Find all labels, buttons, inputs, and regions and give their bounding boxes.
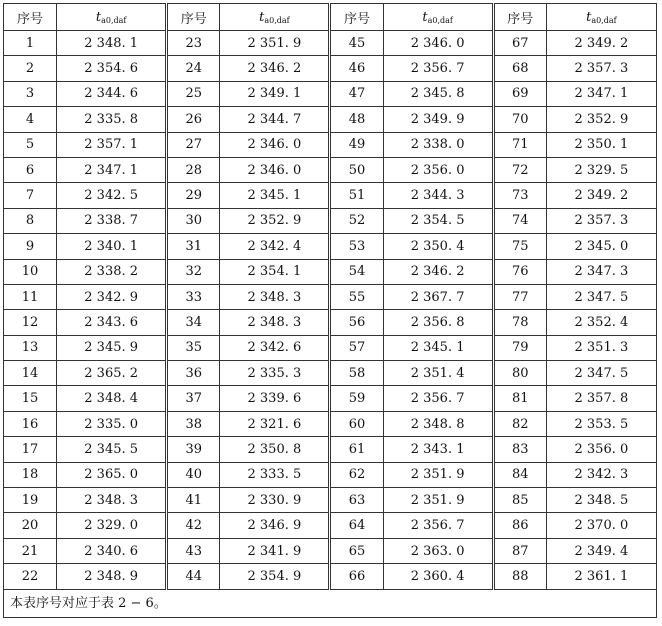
index-cell: 26 (167, 107, 220, 132)
index-cell: 75 (493, 234, 546, 259)
value-cell: 2 353. 5 (546, 411, 656, 436)
table-row (4, 538, 657, 563)
table-row (4, 157, 657, 182)
value-cell: 2 329. 5 (546, 157, 656, 182)
index-cell: 77 (493, 284, 546, 309)
index-cell: 85 (493, 488, 546, 513)
table-row (4, 386, 657, 411)
value-cell: 2 370. 0 (546, 513, 656, 538)
index-cell: 35 (167, 335, 220, 360)
header-index-3: 序号 (330, 4, 383, 31)
index-cell: 5 (4, 132, 57, 157)
index-cell: 50 (330, 157, 383, 182)
value-cell: 2 351. 3 (546, 335, 656, 360)
index-cell: 64 (330, 513, 383, 538)
value-cell: 2 352. 4 (546, 310, 656, 335)
value-cell: 2 356. 0 (383, 157, 493, 182)
table-row (4, 411, 657, 436)
index-cell: 37 (167, 386, 220, 411)
value-cell: 2 367. 7 (383, 284, 493, 309)
value-cell: 2 345. 8 (383, 81, 493, 106)
value-cell: 2 346. 2 (220, 56, 330, 81)
index-cell: 38 (167, 411, 220, 436)
value-cell: 2 356. 8 (383, 310, 493, 335)
value-cell: 2 348. 8 (383, 411, 493, 436)
index-cell: 28 (167, 157, 220, 182)
table-row (4, 208, 657, 233)
value-cell: 2 347. 1 (57, 157, 167, 182)
value-cell: 2 345. 0 (546, 234, 656, 259)
index-cell: 1 (4, 31, 57, 56)
value-cell: 2 347. 5 (546, 284, 656, 309)
index-cell: 83 (493, 437, 546, 462)
index-cell: 88 (493, 564, 546, 589)
value-cell: 2 348. 3 (220, 284, 330, 309)
index-cell: 32 (167, 259, 220, 284)
value-cell: 2 344. 6 (57, 81, 167, 106)
table-row (4, 564, 657, 589)
value-symbol: t (586, 9, 592, 25)
index-cell: 16 (4, 411, 57, 436)
index-cell: 52 (330, 208, 383, 233)
value-cell: 2 338. 0 (383, 132, 493, 157)
value-cell: 2 356. 0 (546, 437, 656, 462)
value-cell: 2 344. 3 (383, 183, 493, 208)
value-cell: 2 340. 6 (57, 538, 167, 563)
index-cell: 45 (330, 31, 383, 56)
value-cell: 2 342. 9 (57, 284, 167, 309)
value-cell: 2 344. 7 (220, 107, 330, 132)
index-cell: 68 (493, 56, 546, 81)
value-cell: 2 348. 1 (57, 31, 167, 56)
index-cell: 20 (4, 513, 57, 538)
index-cell: 25 (167, 81, 220, 106)
value-cell: 2 338. 7 (57, 208, 167, 233)
index-cell: 23 (167, 31, 220, 56)
value-subscript: a0,daf (101, 15, 127, 25)
value-cell: 2 361. 1 (546, 564, 656, 589)
index-cell: 79 (493, 335, 546, 360)
index-cell: 84 (493, 462, 546, 487)
index-cell: 74 (493, 208, 546, 233)
value-cell: 2 350. 8 (220, 437, 330, 462)
index-cell: 21 (4, 538, 57, 563)
table-row (4, 107, 657, 132)
value-cell: 2 350. 4 (383, 234, 493, 259)
index-cell: 39 (167, 437, 220, 462)
header-index-2: 序号 (167, 4, 220, 31)
value-cell: 2 354. 5 (383, 208, 493, 233)
value-cell: 2 338. 2 (57, 259, 167, 284)
header-value-3 (383, 4, 493, 31)
index-cell: 53 (330, 234, 383, 259)
value-cell: 2 345. 9 (57, 335, 167, 360)
table-row (4, 488, 657, 513)
value-cell: 2 335. 8 (57, 107, 167, 132)
value-cell: 2 350. 1 (546, 132, 656, 157)
value-cell: 2 342. 5 (57, 183, 167, 208)
value-cell: 2 352. 9 (546, 107, 656, 132)
value-cell: 2 345. 5 (57, 437, 167, 462)
value-cell: 2 348. 3 (220, 310, 330, 335)
value-subscript: a0,daf (264, 15, 290, 25)
index-cell: 43 (167, 538, 220, 563)
index-cell: 66 (330, 564, 383, 589)
index-cell: 6 (4, 157, 57, 182)
table-row (4, 31, 657, 56)
value-cell: 2 357. 8 (546, 386, 656, 411)
index-cell: 31 (167, 234, 220, 259)
index-cell: 63 (330, 488, 383, 513)
table-row (4, 183, 657, 208)
index-cell: 41 (167, 488, 220, 513)
value-subscript: a0,daf (591, 15, 617, 25)
index-cell: 48 (330, 107, 383, 132)
header-index-1: 序号 (4, 4, 57, 31)
table-row (4, 335, 657, 360)
value-cell: 2 365. 2 (57, 361, 167, 386)
index-cell: 2 (4, 56, 57, 81)
index-cell: 65 (330, 538, 383, 563)
index-cell: 40 (167, 462, 220, 487)
index-cell: 18 (4, 462, 57, 487)
value-cell: 2 342. 6 (220, 335, 330, 360)
value-cell: 2 345. 1 (220, 183, 330, 208)
value-cell: 2 354. 6 (57, 56, 167, 81)
value-cell: 2 341. 9 (220, 538, 330, 563)
value-cell: 2 321. 6 (220, 411, 330, 436)
value-cell: 2 343. 1 (383, 437, 493, 462)
header-value-2 (220, 4, 330, 31)
index-cell: 51 (330, 183, 383, 208)
index-cell: 9 (4, 234, 57, 259)
index-cell: 30 (167, 208, 220, 233)
index-cell: 36 (167, 361, 220, 386)
table-row (4, 462, 657, 487)
index-cell: 56 (330, 310, 383, 335)
index-cell: 44 (167, 564, 220, 589)
value-cell: 2 345. 1 (383, 335, 493, 360)
value-cell: 2 347. 3 (546, 259, 656, 284)
value-cell: 2 351. 9 (383, 488, 493, 513)
table-row (4, 259, 657, 284)
index-cell: 29 (167, 183, 220, 208)
index-cell: 13 (4, 335, 57, 360)
value-cell: 2 347. 5 (546, 361, 656, 386)
index-cell: 27 (167, 132, 220, 157)
index-cell: 73 (493, 183, 546, 208)
index-cell: 76 (493, 259, 546, 284)
value-cell: 2 354. 9 (220, 564, 330, 589)
index-cell: 33 (167, 284, 220, 309)
table-row (4, 132, 657, 157)
table-body (4, 31, 657, 590)
value-cell: 2 349. 4 (546, 538, 656, 563)
index-cell: 34 (167, 310, 220, 335)
index-cell: 12 (4, 310, 57, 335)
value-cell: 2 346. 9 (220, 513, 330, 538)
value-cell: 2 348. 3 (57, 488, 167, 513)
index-cell: 87 (493, 538, 546, 563)
table-row (4, 513, 657, 538)
value-cell: 2 335. 3 (220, 361, 330, 386)
value-cell: 2 348. 9 (57, 564, 167, 589)
index-cell: 4 (4, 107, 57, 132)
header-index-4: 序号 (493, 4, 546, 31)
table-note: 本表序号对应于表 2 − 6。 (3, 590, 657, 618)
index-cell: 70 (493, 107, 546, 132)
value-cell: 2 346. 0 (220, 132, 330, 157)
value-symbol: t (422, 9, 428, 25)
value-cell: 2 335. 0 (57, 411, 167, 436)
value-cell: 2 356. 7 (383, 513, 493, 538)
index-cell: 59 (330, 386, 383, 411)
index-cell: 15 (4, 386, 57, 411)
index-cell: 22 (4, 564, 57, 589)
index-cell: 10 (4, 259, 57, 284)
value-cell: 2 357. 3 (546, 208, 656, 233)
header-value-1 (57, 4, 167, 31)
value-cell: 2 349. 9 (383, 107, 493, 132)
header-row (4, 4, 657, 31)
index-cell: 19 (4, 488, 57, 513)
value-cell: 2 352. 9 (220, 208, 330, 233)
index-cell: 86 (493, 513, 546, 538)
index-cell: 8 (4, 208, 57, 233)
value-subscript: a0,daf (427, 15, 453, 25)
value-cell: 2 357. 3 (546, 56, 656, 81)
data-table-container (3, 3, 657, 618)
value-cell: 2 365. 0 (57, 462, 167, 487)
value-cell: 2 330. 9 (220, 488, 330, 513)
table-row (4, 437, 657, 462)
value-cell: 2 342. 3 (546, 462, 656, 487)
index-cell: 57 (330, 335, 383, 360)
index-cell: 60 (330, 411, 383, 436)
value-cell: 2 346. 0 (383, 31, 493, 56)
value-cell: 2 347. 1 (546, 81, 656, 106)
index-cell: 78 (493, 310, 546, 335)
index-cell: 47 (330, 81, 383, 106)
table-row (4, 361, 657, 386)
data-table (3, 3, 657, 590)
table-row (4, 310, 657, 335)
value-cell: 2 343. 6 (57, 310, 167, 335)
value-cell: 2 357. 1 (57, 132, 167, 157)
value-cell: 2 354. 1 (220, 259, 330, 284)
value-cell: 2 346. 0 (220, 157, 330, 182)
value-cell: 2 348. 5 (546, 488, 656, 513)
index-cell: 24 (167, 56, 220, 81)
value-cell: 2 351. 4 (383, 361, 493, 386)
value-cell: 2 360. 4 (383, 564, 493, 589)
index-cell: 80 (493, 361, 546, 386)
index-cell: 72 (493, 157, 546, 182)
table-row (4, 56, 657, 81)
value-cell: 2 351. 9 (220, 31, 330, 56)
index-cell: 82 (493, 411, 546, 436)
index-cell: 46 (330, 56, 383, 81)
index-cell: 54 (330, 259, 383, 284)
index-cell: 67 (493, 31, 546, 56)
index-cell: 42 (167, 513, 220, 538)
index-cell: 71 (493, 132, 546, 157)
value-cell: 2 340. 1 (57, 234, 167, 259)
index-cell: 14 (4, 361, 57, 386)
table-row (4, 81, 657, 106)
index-cell: 11 (4, 284, 57, 309)
value-cell: 2 363. 0 (383, 538, 493, 563)
index-cell: 61 (330, 437, 383, 462)
index-cell: 62 (330, 462, 383, 487)
value-cell: 2 351. 9 (383, 462, 493, 487)
value-cell: 2 356. 7 (383, 56, 493, 81)
value-cell: 2 346. 2 (383, 259, 493, 284)
index-cell: 58 (330, 361, 383, 386)
index-cell: 55 (330, 284, 383, 309)
value-symbol: t (95, 9, 102, 25)
value-cell: 2 349. 2 (546, 183, 656, 208)
value-cell: 2 329. 0 (57, 513, 167, 538)
value-cell: 2 339. 6 (220, 386, 330, 411)
value-cell: 2 348. 4 (57, 386, 167, 411)
value-cell: 2 342. 4 (220, 234, 330, 259)
index-cell: 69 (493, 81, 546, 106)
index-cell: 17 (4, 437, 57, 462)
value-cell: 2 349. 1 (220, 81, 330, 106)
index-cell: 7 (4, 183, 57, 208)
table-row (4, 284, 657, 309)
table-row (4, 234, 657, 259)
value-cell: 2 349. 2 (546, 31, 656, 56)
index-cell: 81 (493, 386, 546, 411)
index-cell: 3 (4, 81, 57, 106)
index-cell: 49 (330, 132, 383, 157)
header-value-4 (546, 4, 656, 31)
value-cell: 2 333. 5 (220, 462, 330, 487)
value-symbol: t (259, 9, 265, 25)
value-cell: 2 356. 7 (383, 386, 493, 411)
